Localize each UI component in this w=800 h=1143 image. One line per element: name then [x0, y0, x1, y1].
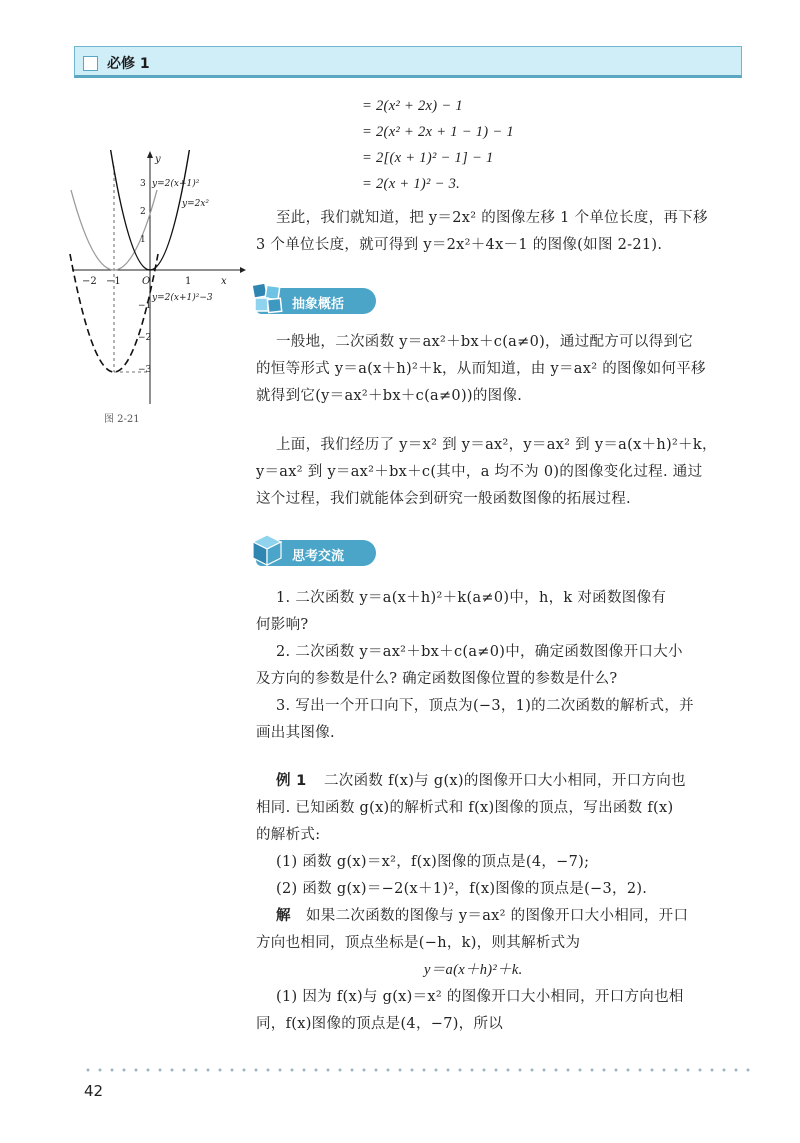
discussion-item-2a: 2. 二次函数 y＝ax²＋bx＋c(a≠0)中，确定函数图像开口大小 [276, 644, 683, 660]
summary-line-3: 这个过程，我们就能体会到研究一般函数图像的拓展过程. [256, 491, 631, 507]
y-tick-neg3: −3 [138, 365, 152, 375]
example-line-5: (2) 函数 g(x)＝−2(x＋1)²，f(x)图像的顶点是(−3，2). [276, 881, 648, 897]
discussion-item-1a: 1. 二次函数 y＝a(x＋h)²＋k(a≠0)中，h，k 对函数图像有 [276, 590, 667, 606]
header-square-icon [83, 56, 98, 71]
page-number: 42 [84, 1082, 104, 1100]
cube-icon [250, 532, 284, 568]
section-title-discussion: 思考交流 [292, 549, 345, 564]
discussion-item-2b: 及方向的参数是什么? 确定函数图像位置的参数是什么? [256, 671, 618, 687]
solution-line-1: 如果二次函数的图像与 y＝ax² 的图像开口大小相同，开口 [306, 908, 689, 924]
discussion-item-3b: 画出其图像. [256, 725, 335, 741]
y-tick-neg2: −2 [138, 333, 152, 343]
discussion-item-1b: 何影响? [256, 617, 309, 633]
header-bar [74, 46, 742, 78]
section1-line-3: 就得到它(y＝ax²＋bx＋c(a≠0))的图像. [256, 388, 523, 404]
derivation-line-2: = 2(x² + 2x + 1 − 1) − 1 [362, 124, 514, 140]
origin-label: O [142, 276, 151, 287]
x-tick-neg1: −1 [106, 276, 121, 287]
section1-line-1: 一般地，二次函数 y＝ax²＋bx＋c(a≠0)，通过配方可以得到它 [276, 334, 694, 350]
section-badge-discussion [256, 540, 376, 566]
curve-label-shifted-left: y=2(x+1)² [152, 179, 200, 189]
example-line-2: 相同. 已知函数 g(x)的解析式和 f(x)图像的顶点，写出函数 f(x) [256, 800, 674, 816]
y-tick-2: 2 [140, 207, 146, 217]
solution-formula: y＝a(x＋h)²＋k. [424, 962, 523, 978]
y-tick-neg1: −1 [138, 301, 152, 311]
example-label: 例 1 [276, 773, 307, 789]
section-title-abstract: 抽象概括 [292, 297, 345, 312]
x-tick-1: 1 [185, 276, 192, 287]
example-line-3: 的解析式: [256, 827, 321, 843]
intro-line-1: 至此，我们就知道，把 y＝2x² 的图像左移 1 个单位长度，再下移 [276, 210, 708, 226]
example-line-1: 二次函数 f(x)与 g(x)的图像开口大小相同，开口方向也 [324, 773, 686, 789]
derivation-line-4: = 2(x + 1)² − 3. [362, 176, 461, 192]
footer-dotted-rule [82, 1068, 752, 1072]
y-axis-arrow-icon [147, 151, 153, 158]
puzzle-icon [250, 280, 284, 316]
section-badge-abstract [256, 288, 376, 314]
y-tick-1: 1 [140, 235, 146, 245]
intro-line-2: 3 个单位长度，就可得到 y＝2x²＋4x－1 的图像(如图 2-21). [256, 237, 663, 253]
derivation-line-3: = 2[(x + 1)² − 1] − 1 [362, 150, 494, 166]
solution-line-5: 同，f(x)图像的顶点是(4，−7)，所以 [256, 1016, 504, 1032]
x-axis-arrow-icon [240, 267, 246, 273]
curve-label-shifted-down: y=2(x+1)²−3 [152, 293, 213, 303]
solution-line-4: (1) 因为 f(x)与 g(x)＝x² 的图像开口大小相同，开口方向也相 [276, 989, 684, 1005]
y-axis-label: y [155, 154, 161, 165]
figure-graph [68, 150, 246, 410]
derivation-line-1: = 2(x² + 2x) − 1 [362, 98, 463, 114]
example-line-4: (1) 函数 g(x)＝x²，f(x)图像的顶点是(4，−7); [276, 854, 590, 870]
section1-line-2: 的恒等形式 y＝a(x＋h)²＋k，从而知道，由 y＝ax² 的图像如何平移 [256, 361, 706, 377]
curve-label-base: y=2x² [182, 199, 210, 209]
x-tick-neg2: −2 [82, 276, 97, 287]
discussion-item-3a: 3. 写出一个开口向下，顶点为(−3，1)的二次函数的解析式，并 [276, 698, 694, 714]
solution-label: 解 [276, 908, 291, 924]
x-axis-label: x [221, 276, 227, 287]
header-label: 必修 1 [107, 56, 150, 72]
solution-line-2: 方向也相同，顶点坐标是(−h，k)，则其解析式为 [256, 935, 581, 951]
summary-line-2: y＝ax² 到 y＝ax²＋bx＋c(其中，a 均不为 0)的图像变化过程. 通过 [256, 464, 703, 480]
summary-line-1: 上面，我们经历了 y＝x² 到 y＝ax²，y＝ax² 到 y＝a(x＋h)²＋k， [276, 437, 717, 453]
y-tick-3: 3 [140, 179, 146, 189]
figure-caption: 图 2-21 [104, 414, 140, 425]
